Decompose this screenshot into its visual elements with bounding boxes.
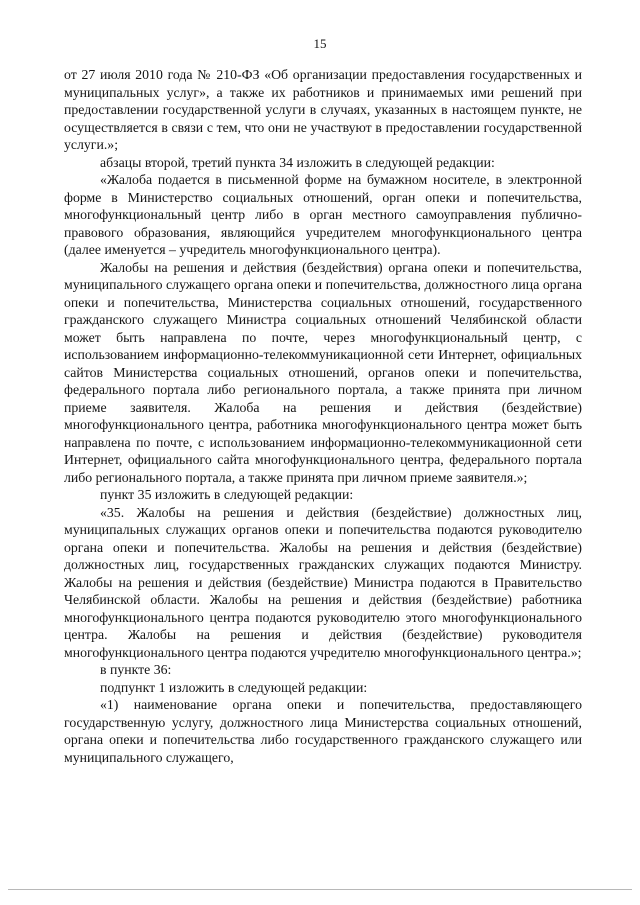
paragraph-1: от 27 июля 2010 года № 210-ФЗ «Об организации предоставления государственных и муниципальных услуг», а также их работников и принимаемых ими решений при предоставлении государственной услуги в случаях, указанных в настоящем пункте, не осуществляется в связи с тем, что они не участвуют в предоставлении государственной услуги.»; <box>64 67 582 152</box>
bottom-rule <box>8 889 632 890</box>
paragraph-6: «35. Жалобы на решения и действия (бездействие) должностных лиц, муниципальных служащих органов опеки и попечительства подаются руководителю органа опеки и попечительства. Жалобы на решения и действия (бездействие) должностных лиц, государственных гражданских служащих подаются Министру. Жалобы на решения и действия (бездействие) Министра подаются в Правительство Челябинской области. Жалобы на решения и действия (бездействие) работника многофункционального центра подаются руководителю этого многофункционального центра. Жалобы на решения и действия (бездействие) руководителя многофункционального центра подаются учредителю многофункционального центра.»; <box>64 504 582 660</box>
paragraph-3: «Жалоба подается в письменной форме на бумажном носителе, в электронной форме в Министерство социальных отношений, орган опеки и попечительства, многофункциональный центр либо в орган местного самоуправления публично-правового образования, являющийся учредителем многофункционального центра (далее именуется – учредитель многофункционального центра). <box>64 172 582 257</box>
paragraph-4: Жалобы на решения и действия (бездействия) органа опеки и попечительства, муниципального служащего органа опеки и попечительства, должностного лица органа опеки и попечительства, Министерства социальных отношений, государственного гражданского служащего Министра социальных отношений Челябинской области может быть направлена по почте, через многофункциональный центр, с использованием информационно-телекоммуникационной сети Интернет, официальных сайтов Министерства социальных отношений, органов опеки и попечительства, федерального портала либо регионального портала, а также принята при личном приеме заявителя. Жалоба на решения и действия (бездействие) многофункционального центра, работника многофункционального центра может быть направлена по почте, с использованием информационно-телекоммуникационной сети Интернет, официального сайта многофункционального центра, федерального портала либо регионального портала, а также принята при личном приеме заявителя.»; <box>64 259 582 485</box>
document-body <box>64 66 582 766</box>
paragraph-2: абзацы второй, третий пункта 34 изложить в следующей редакции: <box>100 154 495 170</box>
paragraph-8: подпункт 1 изложить в следующей редакции: <box>100 679 368 695</box>
paragraph-7: в пункте 36: <box>100 662 172 677</box>
paragraph-5: пункт 35 изложить в следующей редакции: <box>100 487 354 502</box>
paragraph-9: «1) наименование органа опеки и попечительства, предоставляющего государственную услугу, должностного лица Министерства социальных отношений, органа опеки и попечительства либо государственного гражданского служащего или муниципального служащего, <box>64 697 582 765</box>
page-number: 15 <box>313 36 327 51</box>
